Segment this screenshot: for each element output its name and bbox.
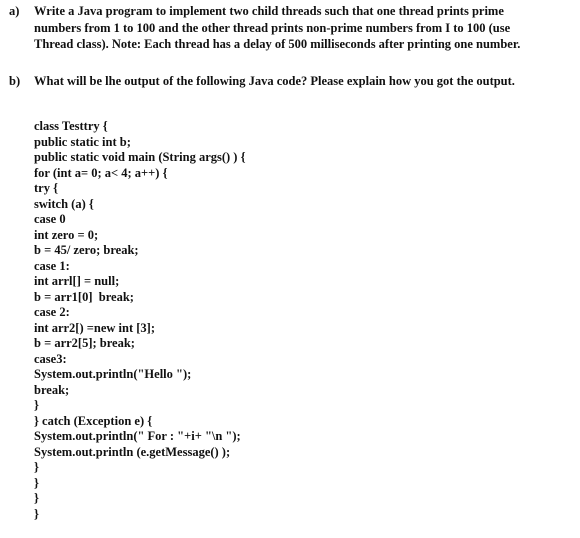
code-line: public static int b; (34, 134, 131, 149)
question-b-text: What will be lhe output of the following Java code? Please explain how you got the output. (34, 74, 515, 88)
code-line: case 2: (34, 305, 70, 319)
code-line: break; (34, 382, 70, 397)
code-line: switch (a) { (34, 196, 94, 211)
code-line: case3: (34, 351, 67, 366)
code-line: System.out.println(" For : "+i+ "\n "); (34, 429, 241, 443)
code-line: } (34, 506, 39, 521)
code-line: System.out.println("Hello "); (34, 367, 192, 381)
code-line: int arrl[] = null; (34, 274, 120, 288)
code-line: class Testtry { (34, 119, 108, 133)
question-b-label: b) (9, 74, 21, 88)
code-line: } (34, 475, 39, 490)
code-line: } catch (Exception e) { (34, 413, 153, 428)
code-line: case 1: (34, 258, 70, 273)
code-line: public static void main (String args() ) { (34, 150, 246, 164)
question-a-label: a) (9, 4, 20, 18)
code-block (34, 119, 564, 522)
question-a-text: Write a Java program to implement two child threads such that one thread prints prime numbers from 1 to 100 and the other thread prints non-prime numbers from I to 100 (use Thread class). Note: Each thread has a delay of 500 milliseconds after printing one number. (34, 4, 521, 51)
code-line: } (34, 491, 39, 505)
code-line: b = arr1[0] break; (34, 289, 134, 304)
code-line: try { (34, 181, 59, 195)
code-line: b = arr2[5]; break; (34, 336, 135, 350)
code-line: for (int a= 0; a< 4; a++) { (34, 165, 168, 180)
code-line: int arr2[) =new int [3]; (34, 320, 155, 335)
code-line: b = 45/ zero; break; (34, 243, 139, 257)
code-line: } (34, 460, 39, 474)
code-line: System.out.println (e.getMessage() ); (34, 444, 231, 459)
code-line: int zero = 0; (34, 227, 99, 242)
code-line: } (34, 398, 39, 412)
code-line: case 0 (34, 212, 66, 226)
